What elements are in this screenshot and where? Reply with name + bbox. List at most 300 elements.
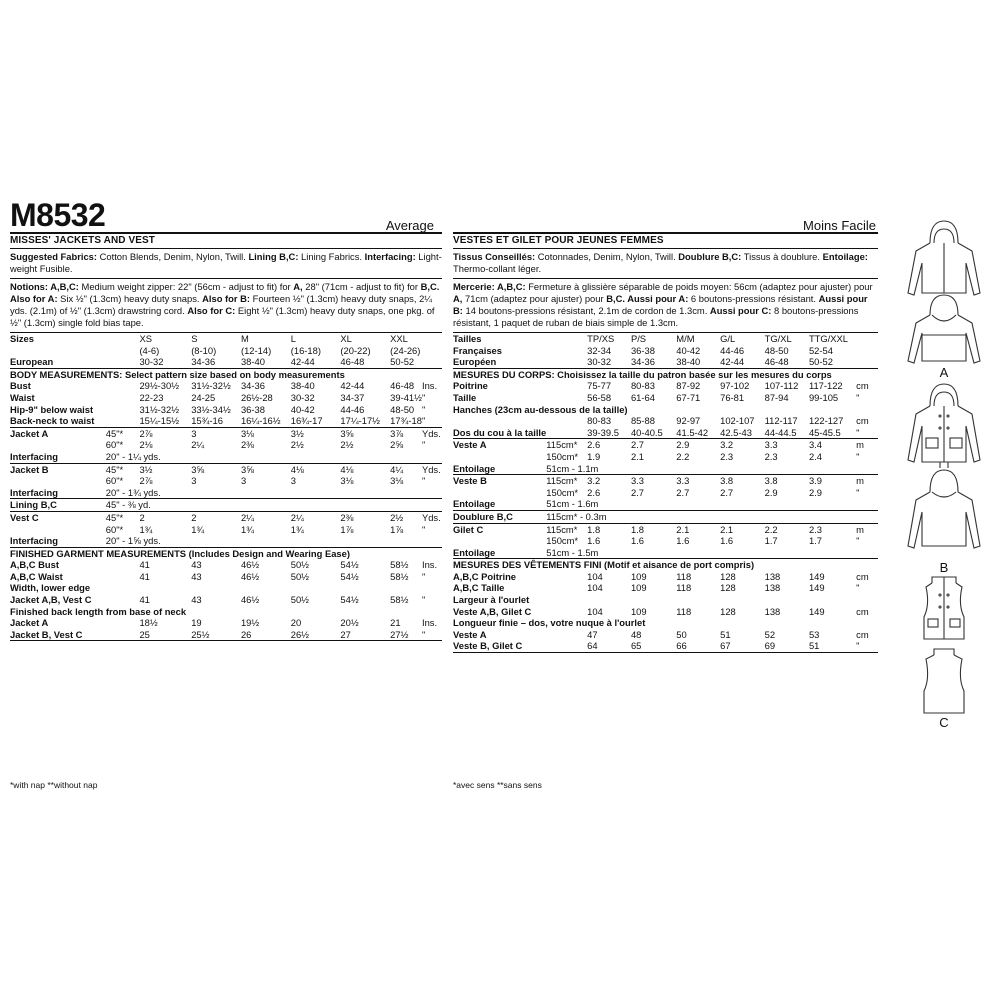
cell: 44-44.5 bbox=[764, 426, 797, 438]
cell: cm bbox=[856, 605, 869, 617]
row-label: Hip-9" below waist bbox=[10, 403, 94, 415]
cell: 118 bbox=[676, 605, 692, 617]
cell: 150cm* bbox=[546, 486, 579, 498]
cell: 58½ bbox=[390, 570, 409, 582]
cell: 2.1 bbox=[720, 523, 765, 535]
cell: 3 bbox=[240, 475, 247, 487]
cell: 3.2 bbox=[720, 439, 765, 451]
cell: 24-25 bbox=[191, 391, 216, 403]
cell: XXL bbox=[390, 333, 422, 345]
cell: 2⅞ bbox=[139, 427, 191, 439]
cell: 3.3 bbox=[676, 475, 720, 487]
cell: 128 bbox=[720, 570, 736, 582]
cell: 2.7 bbox=[630, 486, 644, 498]
cell: 44-46 bbox=[340, 403, 365, 415]
row-label: Veste A bbox=[453, 439, 546, 451]
cell: 87-94 bbox=[764, 391, 789, 403]
cell: 30-32 bbox=[290, 391, 315, 403]
cell: 2.3 bbox=[720, 450, 734, 462]
pattern-number: M8532 bbox=[10, 197, 106, 233]
cell bbox=[422, 345, 442, 357]
cell: 1.8 bbox=[587, 523, 631, 535]
cell: 61-64 bbox=[630, 391, 655, 403]
cell: 46-48 bbox=[390, 380, 415, 392]
cell: 4¼ bbox=[390, 463, 422, 475]
cell: m bbox=[856, 523, 878, 535]
cell: 2 bbox=[191, 511, 241, 523]
cell: 39-41½ bbox=[390, 391, 422, 403]
cell: 99-105 bbox=[808, 391, 839, 403]
row-label bbox=[10, 439, 106, 451]
cell: 45"* bbox=[106, 463, 140, 475]
row-label: Lining B,C bbox=[10, 499, 106, 512]
cell: Yds. bbox=[421, 427, 441, 439]
cell: 115cm* bbox=[546, 475, 587, 487]
cell: " bbox=[856, 486, 860, 498]
finished-measure-row bbox=[10, 594, 442, 606]
cell: m bbox=[856, 475, 878, 487]
row-label: Veste A,B, Gilet C bbox=[453, 605, 532, 617]
cell: " bbox=[421, 628, 426, 640]
cell: " bbox=[421, 570, 426, 582]
cell: P/S bbox=[631, 333, 676, 345]
cell: 4⅛ bbox=[291, 463, 341, 475]
cell: 109 bbox=[630, 605, 647, 617]
cell: 30-32 bbox=[139, 356, 164, 368]
cell: 3.8 bbox=[765, 475, 809, 487]
cell: 50-52 bbox=[390, 356, 415, 368]
cell: 2.3 bbox=[809, 523, 856, 535]
cell: 67 bbox=[720, 640, 731, 652]
cell: 27 bbox=[340, 628, 351, 640]
cell: 50½ bbox=[290, 570, 309, 582]
cell: 109 bbox=[630, 570, 647, 582]
cell: 150cm* bbox=[546, 450, 579, 462]
row-label: Jacket A bbox=[10, 617, 49, 629]
section-heading-text: FINISHED GARMENT MEASUREMENTS (Includes Design and Wearing Ease) bbox=[10, 547, 442, 559]
row-label: Vest C bbox=[10, 511, 106, 523]
row-label: European bbox=[10, 356, 54, 368]
cell: 46-48 bbox=[340, 356, 365, 368]
row-label: Sizes bbox=[10, 333, 106, 345]
cell: 16¼-16½ bbox=[240, 415, 281, 427]
row-label: Veste B bbox=[453, 475, 546, 487]
cell: 21 bbox=[390, 617, 401, 629]
cell: 58½ bbox=[390, 559, 409, 571]
cell: 31½-32½ bbox=[139, 403, 180, 415]
cell: 31½-32½ bbox=[191, 380, 231, 392]
cell: 2.2 bbox=[676, 450, 690, 462]
row-label: Gilet C bbox=[453, 523, 546, 535]
cell: 3⅛ bbox=[390, 475, 404, 487]
cell bbox=[546, 571, 587, 583]
cell: 58½ bbox=[390, 594, 409, 606]
cell: 51cm - 1.5m bbox=[546, 546, 599, 558]
cell: 48-50 bbox=[390, 403, 415, 415]
cell: cm bbox=[856, 570, 869, 582]
cell: 60"* bbox=[105, 475, 124, 487]
cell: 80-83 bbox=[630, 380, 655, 392]
cell: 51cm - 1.6m bbox=[546, 498, 599, 510]
row-label bbox=[10, 345, 106, 357]
footnote: *avec sens **sans sens bbox=[453, 780, 542, 790]
cell: 3 bbox=[191, 475, 197, 487]
cell: 115cm* bbox=[546, 439, 587, 451]
cell: 65 bbox=[630, 640, 642, 652]
cell: (16-18) bbox=[290, 344, 321, 356]
cell: 41 bbox=[139, 559, 150, 571]
cell: 19 bbox=[191, 617, 202, 629]
english-panel bbox=[10, 197, 442, 641]
cell: 43 bbox=[191, 559, 202, 571]
row-label: Jacket B, Vest C bbox=[10, 628, 83, 640]
cell: " bbox=[421, 475, 426, 487]
finished-measure-row bbox=[453, 606, 878, 618]
cell: 54½ bbox=[340, 570, 359, 582]
vest-c-sketch bbox=[896, 575, 992, 715]
yardage-row bbox=[453, 510, 878, 523]
cell: 1.6 bbox=[630, 535, 644, 547]
jacket-a-sketch bbox=[896, 215, 992, 365]
row-label: Interfacing bbox=[10, 450, 58, 462]
cell bbox=[546, 415, 587, 427]
cell: 150cm* bbox=[546, 535, 579, 547]
cell: 3⅝ bbox=[340, 427, 390, 439]
measurement-table bbox=[453, 332, 878, 652]
cell: XS bbox=[139, 333, 191, 345]
cell: 32-34 bbox=[587, 344, 612, 356]
cell: 104 bbox=[587, 582, 603, 594]
cell bbox=[106, 333, 140, 345]
row-label: Jacket B bbox=[10, 463, 106, 475]
cell: 104 bbox=[587, 570, 603, 582]
cell: 149 bbox=[808, 570, 825, 582]
cell: 3.3 bbox=[631, 475, 676, 487]
section-title: VESTES ET GILET POUR JEUNES FEMMES bbox=[453, 235, 664, 246]
cell: (24-26) bbox=[390, 344, 421, 356]
yardage-row bbox=[10, 451, 442, 463]
cell bbox=[856, 333, 878, 345]
cell: 2.9 bbox=[764, 486, 778, 498]
cell bbox=[546, 606, 587, 618]
section-heading bbox=[10, 368, 442, 380]
cell: 60"* bbox=[105, 439, 124, 451]
cell: XL bbox=[340, 333, 390, 345]
row-label: Waist bbox=[10, 391, 35, 403]
yardage-row bbox=[10, 487, 442, 499]
cell: 2¼ bbox=[291, 511, 341, 523]
cell: 34-36 bbox=[191, 356, 216, 368]
row-label bbox=[10, 524, 106, 536]
cell: 3⅛ bbox=[340, 475, 354, 487]
finished-measure-row bbox=[453, 571, 878, 583]
yardage-row bbox=[453, 523, 878, 535]
cell: 1.6 bbox=[720, 535, 734, 547]
cell: 46½ bbox=[240, 570, 260, 582]
cell: 3.2 bbox=[587, 475, 631, 487]
cell: 69 bbox=[764, 640, 776, 652]
row-label: Interfacing bbox=[10, 486, 58, 498]
section-heading bbox=[453, 559, 878, 571]
cell: " bbox=[421, 594, 426, 606]
row-label: Interfacing bbox=[10, 535, 58, 547]
cell: M/M bbox=[676, 333, 720, 345]
cell: " bbox=[421, 391, 426, 403]
yardage-row bbox=[10, 499, 442, 512]
finished-measure-row bbox=[453, 640, 878, 652]
cell: 1⅞ bbox=[340, 523, 354, 535]
cell: 2½ bbox=[340, 439, 354, 451]
cell: 3⅝ bbox=[241, 463, 291, 475]
cell: 85-88 bbox=[630, 415, 655, 427]
cell: 48-50 bbox=[764, 344, 789, 356]
cell: 66 bbox=[676, 640, 687, 652]
cell bbox=[546, 333, 587, 345]
cell: 18½ bbox=[139, 617, 158, 629]
cell bbox=[546, 356, 587, 368]
cell: 45" - ⅜ yd. bbox=[106, 499, 442, 512]
cell: 1¾ bbox=[139, 523, 153, 535]
body-measure-row bbox=[453, 427, 878, 439]
cell: 40-42 bbox=[676, 344, 701, 356]
cell: 2⅛ bbox=[139, 439, 153, 451]
row-label: Dos du cou à la taille bbox=[453, 426, 547, 438]
body-measure-row bbox=[10, 392, 442, 404]
cell: 17¼-17½ bbox=[340, 415, 381, 427]
size-row bbox=[10, 345, 442, 357]
cell: 36-38 bbox=[240, 403, 265, 415]
finished-measure-row bbox=[453, 594, 878, 606]
cell: 41 bbox=[139, 570, 150, 582]
cell: 19½ bbox=[240, 617, 260, 629]
section-heading-text: MESURES DES VÊTEMENTS FINI (Motif et aisance de port compris) bbox=[453, 559, 878, 571]
cell: 54½ bbox=[340, 594, 359, 606]
yardage-row bbox=[453, 475, 878, 487]
cell: 102-107 bbox=[720, 415, 755, 427]
cell: 118 bbox=[676, 570, 692, 582]
cell bbox=[106, 617, 140, 629]
cell: Ins. bbox=[421, 559, 438, 571]
size-row bbox=[10, 356, 442, 368]
footnote: *with nap **without nap bbox=[10, 780, 98, 790]
cell: 3⅝ bbox=[191, 463, 241, 475]
finished-measure-row bbox=[10, 559, 442, 571]
row-label: Back-neck to waist bbox=[10, 415, 95, 427]
yardage-row bbox=[10, 511, 442, 523]
finished-measure-row bbox=[10, 606, 442, 618]
cell: Yds. bbox=[421, 511, 441, 523]
cell: 2¼ bbox=[191, 439, 205, 451]
yardage-row bbox=[453, 498, 878, 510]
row-label: Veste B, Gilet C bbox=[453, 640, 523, 652]
cell: 80-83 bbox=[587, 415, 612, 427]
row-label: A,B,C Poitrine bbox=[453, 570, 517, 582]
cell bbox=[106, 594, 140, 606]
cell: " bbox=[421, 439, 426, 451]
row-label: Françaises bbox=[453, 344, 502, 356]
cell: S bbox=[191, 333, 241, 345]
cell: 1¾ bbox=[240, 523, 255, 535]
cell: (4-6) bbox=[139, 344, 160, 356]
cell: 75-77 bbox=[587, 380, 612, 392]
cell: 138 bbox=[764, 570, 781, 582]
cell bbox=[106, 629, 140, 641]
yardage-row bbox=[453, 535, 878, 547]
cell: 50½ bbox=[290, 559, 309, 571]
finished-measure-row bbox=[453, 617, 878, 629]
cell: " bbox=[856, 450, 860, 462]
cell: 20" - 1¾ yds. bbox=[105, 486, 161, 498]
cell: 20 bbox=[290, 617, 302, 629]
row-label: Tailles bbox=[453, 333, 546, 345]
cell: 1.7 bbox=[808, 535, 822, 547]
yardage-row bbox=[453, 463, 878, 475]
cell: 2.9 bbox=[676, 439, 720, 451]
cell: 2.3 bbox=[764, 450, 778, 462]
cell: 42-44 bbox=[340, 380, 365, 392]
cell: 42-44 bbox=[290, 356, 315, 368]
cell: " bbox=[421, 415, 426, 427]
row-label: Entoilage bbox=[453, 462, 496, 474]
row-label: Largeur à l'ourlet bbox=[453, 594, 530, 606]
cell: 1⅞ bbox=[390, 523, 404, 535]
row-label: Finished back length from base of neck bbox=[10, 605, 187, 617]
body-measure-row bbox=[453, 415, 878, 427]
cell: " bbox=[856, 582, 860, 594]
cell: 1¾ bbox=[290, 523, 304, 535]
cell: 3½ bbox=[291, 427, 341, 439]
french-panel bbox=[453, 200, 878, 653]
row-label bbox=[453, 535, 546, 547]
cell: 45"* bbox=[106, 511, 140, 523]
cell: 2.7 bbox=[676, 486, 690, 498]
cell: 67-71 bbox=[676, 391, 701, 403]
cell: 20" - 1¼ yds. bbox=[105, 450, 161, 462]
cell: 4⅛ bbox=[340, 463, 390, 475]
yardage-row bbox=[10, 463, 442, 475]
cell: 3 bbox=[290, 475, 296, 487]
size-row bbox=[453, 345, 878, 357]
cell: 26½ bbox=[290, 628, 309, 640]
row-label: A,B,C Bust bbox=[10, 559, 59, 571]
section-title: MISSES' JACKETS AND VEST bbox=[10, 235, 155, 246]
cell bbox=[106, 559, 140, 571]
cell: 50 bbox=[676, 628, 687, 640]
cell bbox=[546, 380, 587, 392]
cell: cm bbox=[856, 380, 869, 392]
cell: 76-81 bbox=[720, 391, 745, 403]
cell: 25 bbox=[139, 628, 150, 640]
cell: 117-122 bbox=[808, 380, 843, 392]
row-label: Width, lower edge bbox=[10, 582, 91, 594]
row-label: Jacket A,B, Vest C bbox=[10, 594, 92, 606]
cell: 52 bbox=[764, 628, 776, 640]
row-label: Entoilage bbox=[453, 498, 496, 510]
cell: 30-32 bbox=[587, 356, 612, 368]
cell: (20-22) bbox=[340, 344, 371, 356]
row-label: Poitrine bbox=[453, 380, 488, 392]
row-label: Européen bbox=[453, 356, 497, 368]
cell: " bbox=[856, 640, 860, 652]
cell: 38-40 bbox=[676, 356, 701, 368]
cell: 20" - 1⅝ yds. bbox=[105, 535, 161, 547]
cell: 41 bbox=[139, 594, 150, 606]
notions-paragraph: Notions: A,B,C: Medium weight zipper: 22" (56cm - adjust to fit) for A, 28" (71cm - adjust to fit) for B,C. Also for A: Six ½" (1.3cm) heavy duty snaps. Also for B: Fourteen ½" (1.3cm) heavy duty snaps, 2¼ yds. (2.1m) of ½" (1.3cm) drawstring cord. Also for C: Eight ½" (1.3cm) heavy duty snaps, one pkg. of ½" (1.3cm) single fold bias tape. bbox=[10, 281, 440, 328]
cell bbox=[422, 333, 442, 345]
cell: 15¾-16 bbox=[191, 415, 223, 427]
cell: TP/XS bbox=[587, 333, 631, 345]
row-label: Doublure B,C bbox=[453, 510, 546, 523]
cell: 51 bbox=[808, 640, 820, 652]
cell: 1.6 bbox=[676, 535, 690, 547]
body-measure-row bbox=[10, 380, 442, 392]
cell: 44-46 bbox=[720, 344, 745, 356]
difficulty-label: Average bbox=[385, 218, 434, 233]
body-measure-row bbox=[453, 380, 878, 392]
cell: 138 bbox=[764, 582, 781, 594]
cell bbox=[106, 380, 140, 392]
cell: (12-14) bbox=[240, 344, 272, 356]
cell: 3⅛ bbox=[241, 427, 291, 439]
cell: 3.9 bbox=[809, 475, 856, 487]
cell: 104 bbox=[587, 605, 603, 617]
cell bbox=[856, 356, 878, 368]
cell: 1.6 bbox=[587, 535, 601, 547]
cell: 2⅜ bbox=[340, 511, 390, 523]
cell: 118 bbox=[676, 582, 692, 594]
cell bbox=[546, 427, 587, 439]
cell bbox=[106, 571, 140, 583]
cell: 92-97 bbox=[676, 415, 701, 427]
cell: 16¾-17 bbox=[290, 415, 323, 427]
row-label: Entoilage bbox=[453, 546, 496, 558]
cell: 26 bbox=[240, 628, 252, 640]
yardage-row bbox=[10, 535, 442, 547]
cell: 2.7 bbox=[631, 439, 676, 451]
size-row bbox=[453, 333, 878, 345]
fabrics-paragraph: Tissus Conseillés: Cotonnades, Denim, Nylon, Twill. Doublure B,C: Tissus à doublure. Entoilage: Thermo-collant léger. bbox=[453, 251, 868, 274]
cell: 115cm* bbox=[546, 523, 587, 535]
cell: 51cm - 1.1m bbox=[546, 462, 599, 474]
difficulty-label: Moins Facile bbox=[803, 218, 876, 233]
cell: " bbox=[856, 391, 860, 403]
yardage-row bbox=[453, 439, 878, 451]
cell: 43 bbox=[191, 570, 202, 582]
cell: 2.4 bbox=[808, 450, 822, 462]
body-measure-row bbox=[453, 404, 878, 416]
cell: 22-23 bbox=[139, 391, 164, 403]
row-label: A,B,C Taille bbox=[453, 582, 505, 594]
section-heading bbox=[10, 547, 442, 559]
cell: 2.7 bbox=[720, 486, 734, 498]
cell: 2.6 bbox=[587, 486, 601, 498]
row-label bbox=[453, 415, 546, 427]
cell bbox=[856, 345, 878, 357]
cell: 43 bbox=[191, 594, 202, 606]
cell bbox=[106, 404, 140, 416]
cell bbox=[546, 345, 587, 357]
cell: 2½ bbox=[390, 511, 422, 523]
cell: 1.8 bbox=[631, 523, 676, 535]
cell: 2.2 bbox=[765, 523, 809, 535]
cell: (8-10) bbox=[191, 344, 217, 356]
cell: 2⅞ bbox=[139, 475, 153, 487]
cell bbox=[106, 392, 140, 404]
cell: 1¾ bbox=[191, 523, 205, 535]
notions-paragraph: Mercerie: A,B,C: Fermeture à glissière séparable de poids moyen: 56cm (adaptez pour ajuster) pour A, 71cm (adaptez pour ajuster) pour B,C. Aussi pour A: 6 boutons-pressions résistant. Aussi pour B: 14 boutons-pressions résistant, 2.1m de cordon de 1.3cm. Aussi pour C: 8 boutons-pressions résistant, 1 paquet de ruban de biais simple de 1.3cm. bbox=[453, 281, 873, 328]
cell: 64 bbox=[587, 640, 598, 652]
finished-measure-row bbox=[10, 582, 442, 594]
